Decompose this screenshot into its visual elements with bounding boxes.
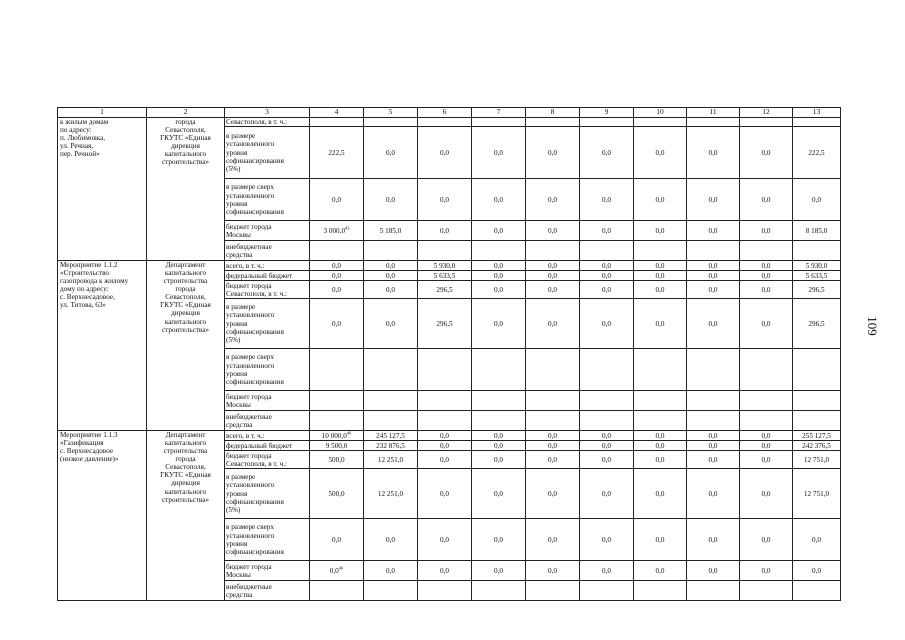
value-cell bbox=[418, 581, 472, 601]
value-cell bbox=[687, 241, 740, 261]
value-cell: 0,0 bbox=[634, 431, 687, 441]
value-cell: 0,0 bbox=[740, 299, 793, 349]
value-cell: 0,0 bbox=[310, 261, 364, 271]
value-cell: 0,0 bbox=[740, 281, 793, 299]
value-cell: 5 930,0 bbox=[418, 261, 472, 271]
value-cell: 10 000,0$^{46}$ bbox=[310, 431, 364, 441]
funding-source-cell: всего, в т. ч.: bbox=[225, 261, 310, 271]
value-cell: 232 876,5 bbox=[364, 441, 418, 451]
funding-source-cell: в размере установленного уровня софинансирования (5%) bbox=[225, 127, 310, 179]
funding-source-cell: бюджет города Севастополя, в т. ч.: bbox=[225, 281, 310, 299]
table-header bbox=[58, 108, 841, 118]
header-row bbox=[58, 108, 841, 118]
value-cell: 0,0 bbox=[526, 127, 580, 179]
value-cell: 0,0 bbox=[418, 519, 472, 561]
value-cell: 0,0 bbox=[364, 179, 418, 221]
funding-source-cell: в размере установленного уровня софинансирования (5%) bbox=[225, 469, 310, 519]
value-cell: 242 376,5 bbox=[793, 441, 841, 451]
value-cell bbox=[526, 411, 580, 431]
value-cell: 0,0 bbox=[526, 179, 580, 221]
value-cell: 0,0 bbox=[634, 271, 687, 281]
value-cell bbox=[634, 118, 687, 127]
value-cell: 0,0 bbox=[580, 299, 634, 349]
value-cell bbox=[472, 411, 526, 431]
value-cell: 0,0 bbox=[364, 299, 418, 349]
value-cell bbox=[580, 581, 634, 601]
value-cell bbox=[310, 411, 364, 431]
value-cell bbox=[418, 391, 472, 411]
value-cell bbox=[634, 581, 687, 601]
value-cell: 0,0 bbox=[364, 127, 418, 179]
page-number: 109 bbox=[864, 316, 880, 336]
funding-source-cell: всего, в т. ч.: bbox=[225, 431, 310, 441]
value-cell: 0,0 bbox=[740, 441, 793, 451]
measure-name-cell: к жилым домам по адресу: п. Любимовка, ул. Речная, пер. Речной» bbox=[58, 118, 147, 261]
value-cell: 296,5 bbox=[418, 299, 472, 349]
value-cell: 0,0 bbox=[418, 221, 472, 241]
column-header: 6 bbox=[418, 108, 472, 118]
value-cell: 0,0 bbox=[580, 179, 634, 221]
value-cell: 0,0 bbox=[310, 519, 364, 561]
value-cell bbox=[580, 241, 634, 261]
value-cell: $0,0^{46}$ bbox=[310, 561, 364, 581]
value-cell: 0,0 bbox=[580, 261, 634, 271]
column-header: 1 bbox=[58, 108, 147, 118]
value-cell: 0,0 bbox=[310, 299, 364, 349]
value-cell: 0,0 bbox=[418, 179, 472, 221]
value-cell: 0,0 bbox=[740, 127, 793, 179]
funding-source-cell: федеральный бюджет bbox=[225, 441, 310, 451]
column-header: 9 bbox=[580, 108, 634, 118]
funding-source-cell: бюджет города Севастополя, в т. ч.: bbox=[225, 451, 310, 469]
value-cell: 0,0 bbox=[634, 261, 687, 271]
value-cell: 0,0 bbox=[740, 271, 793, 281]
value-cell bbox=[580, 118, 634, 127]
value-cell: 0,0 bbox=[740, 519, 793, 561]
value-cell: 0,0 bbox=[687, 127, 740, 179]
value-cell: 296,5 bbox=[793, 299, 841, 349]
value-cell bbox=[687, 349, 740, 391]
value-cell: 0,0 bbox=[526, 299, 580, 349]
value-cell: 0,0 bbox=[634, 127, 687, 179]
value-cell: 0,0 bbox=[526, 519, 580, 561]
value-cell: 5 633,5 bbox=[793, 271, 841, 281]
value-cell bbox=[580, 411, 634, 431]
value-cell bbox=[418, 241, 472, 261]
value-cell: 0,0 bbox=[580, 519, 634, 561]
value-cell: 0,0 bbox=[364, 271, 418, 281]
value-cell bbox=[526, 581, 580, 601]
value-cell: 0,0 bbox=[634, 299, 687, 349]
footnote-mark: 43 bbox=[345, 225, 350, 231]
table-row bbox=[58, 431, 841, 441]
value-cell bbox=[793, 411, 841, 431]
value-cell: 0,0 bbox=[526, 281, 580, 299]
value-cell: 0,0 bbox=[472, 271, 526, 281]
value-cell: 0,0 bbox=[472, 431, 526, 441]
value-cell bbox=[310, 581, 364, 601]
funding-table bbox=[57, 107, 841, 601]
value-cell: 0,0 bbox=[472, 281, 526, 299]
value-cell: 0,0 bbox=[472, 261, 526, 271]
value-cell: 0,0 bbox=[472, 561, 526, 581]
value-cell: 0,0 bbox=[580, 441, 634, 451]
value-cell: 0,0 bbox=[793, 519, 841, 561]
value-cell: 0,0 bbox=[526, 271, 580, 281]
value-cell: 0,0 bbox=[364, 261, 418, 271]
column-header: 8 bbox=[526, 108, 580, 118]
value-cell: 0,0 bbox=[687, 451, 740, 469]
value-cell: 0,0 bbox=[687, 271, 740, 281]
value-cell bbox=[526, 241, 580, 261]
column-header: 12 bbox=[740, 108, 793, 118]
value-cell: 0,0 bbox=[472, 469, 526, 519]
value-cell bbox=[472, 118, 526, 127]
funding-source-cell: внебюджетные средства bbox=[225, 581, 310, 601]
funding-source-cell: бюджет города Москвы bbox=[225, 221, 310, 241]
value-cell: 500,0 bbox=[310, 451, 364, 469]
column-header: 7 bbox=[472, 108, 526, 118]
column-header: 10 bbox=[634, 108, 687, 118]
funding-source-cell: Севастополя, в т. ч.: bbox=[225, 118, 310, 127]
value-cell: 0,0 bbox=[687, 179, 740, 221]
value-cell: 0,0 bbox=[418, 451, 472, 469]
value-cell: 0,0 bbox=[310, 281, 364, 299]
value-cell: 0,0 bbox=[310, 271, 364, 281]
value-cell: 0,0 bbox=[580, 271, 634, 281]
value-cell bbox=[472, 581, 526, 601]
measure-name-cell: Мероприятие 1.1.3 «Газификация с. Верхнесадовое (низкое давление)» bbox=[58, 431, 147, 601]
value-cell: 222,5 bbox=[793, 127, 841, 179]
value-cell: 0,0 bbox=[526, 561, 580, 581]
funding-source-cell: внебюджетные средства bbox=[225, 241, 310, 261]
value-cell bbox=[740, 349, 793, 391]
funding-source-cell: внебюджетные средства bbox=[225, 411, 310, 431]
value-cell: 0,0 bbox=[472, 519, 526, 561]
funding-source-cell: в размере сверх установленного уровня софинансирования bbox=[225, 519, 310, 561]
value-cell bbox=[687, 411, 740, 431]
value-cell bbox=[364, 118, 418, 127]
value-cell: 0,0 bbox=[634, 441, 687, 451]
value-cell: 0,0 bbox=[364, 281, 418, 299]
value-cell bbox=[740, 411, 793, 431]
value-cell bbox=[364, 241, 418, 261]
value-cell: 0,0 bbox=[472, 221, 526, 241]
value-cell: 0,0 bbox=[580, 221, 634, 241]
value-cell: 0,0 bbox=[580, 451, 634, 469]
value-cell bbox=[364, 391, 418, 411]
value-cell: 0,0 bbox=[472, 179, 526, 221]
value-cell: 0,0 bbox=[687, 441, 740, 451]
funding-source-cell: бюджет города Москвы bbox=[225, 561, 310, 581]
column-header: 5 bbox=[364, 108, 418, 118]
measure-name-cell: Мероприятие 1.1.2 «Строительство газопровода к жилому дому по адресу: с. Верхнесадовое, ул. Титова, 63» bbox=[58, 261, 147, 431]
executor-cell: Департамент капитального строительства города Севастополя, ГКУТС «Единая дирекция капитального строительства» bbox=[147, 261, 225, 431]
value-cell bbox=[580, 391, 634, 411]
value-cell: 296,5 bbox=[418, 281, 472, 299]
value-cell bbox=[634, 241, 687, 261]
value-cell bbox=[634, 411, 687, 431]
value-cell: 0,0 bbox=[740, 179, 793, 221]
column-header: 13 bbox=[793, 108, 841, 118]
value-cell: 0,0 bbox=[793, 179, 841, 221]
value-cell: 9 500,0 bbox=[310, 441, 364, 451]
footnote-mark: 46 bbox=[346, 430, 352, 436]
value-cell bbox=[687, 118, 740, 127]
value-cell: 0,0 bbox=[526, 469, 580, 519]
value-cell bbox=[364, 349, 418, 391]
funding-source-cell: в размере установленного уровня софинансирования (5%) bbox=[225, 299, 310, 349]
value-cell: 0,0 bbox=[687, 469, 740, 519]
value-cell bbox=[418, 349, 472, 391]
value-cell bbox=[793, 581, 841, 601]
value-cell: 0,0 bbox=[526, 451, 580, 469]
value-cell bbox=[418, 118, 472, 127]
executor-cell: Департамент капитального строительства города Севастополя, ГКУТС «Единая дирекция капитального строительства» bbox=[147, 431, 225, 601]
value-cell bbox=[364, 581, 418, 601]
column-header: 2 bbox=[147, 108, 225, 118]
value-cell: 0,0 bbox=[793, 561, 841, 581]
value-cell bbox=[793, 349, 841, 391]
value-cell: 5 633,5 bbox=[418, 271, 472, 281]
value-cell: 0,0 bbox=[472, 127, 526, 179]
column-header: 3 bbox=[225, 108, 310, 118]
value-cell bbox=[687, 581, 740, 601]
value-cell bbox=[634, 349, 687, 391]
funding-source-cell: в размере сверх установленного уровня софинансирования bbox=[225, 179, 310, 221]
value-cell bbox=[310, 241, 364, 261]
value-cell: 245 127,5 bbox=[364, 431, 418, 441]
value-cell: 8 185,0 bbox=[793, 221, 841, 241]
value-cell: 0,0 bbox=[634, 179, 687, 221]
funding-source-cell: федеральный бюджет bbox=[225, 271, 310, 281]
value-cell: 0,0 bbox=[472, 451, 526, 469]
table-body bbox=[58, 118, 841, 601]
value-cell: 12 751,0 bbox=[793, 469, 841, 519]
value-cell bbox=[793, 118, 841, 127]
value-cell: 0,0 bbox=[580, 281, 634, 299]
value-cell: 0,0 bbox=[418, 127, 472, 179]
value-cell: 0,0 bbox=[526, 441, 580, 451]
value-cell bbox=[418, 411, 472, 431]
value-cell: 255 127,5 bbox=[793, 431, 841, 441]
table-row bbox=[58, 261, 841, 271]
value-cell bbox=[740, 241, 793, 261]
value-cell: 0,0 bbox=[418, 431, 472, 441]
value-cell: 0,0 bbox=[580, 127, 634, 179]
value-cell: 0,0 bbox=[364, 561, 418, 581]
value-cell: 0,0 bbox=[634, 519, 687, 561]
value-cell bbox=[526, 391, 580, 411]
value-cell bbox=[472, 391, 526, 411]
value-cell: 0,0 bbox=[580, 469, 634, 519]
footnote-mark: 46 bbox=[338, 565, 344, 571]
value-cell bbox=[793, 391, 841, 411]
value-cell: 0,0 bbox=[634, 561, 687, 581]
value-cell: 12 251,0 bbox=[364, 451, 418, 469]
funding-source-cell: бюджет города Москвы bbox=[225, 391, 310, 411]
value-cell bbox=[526, 349, 580, 391]
column-header: 4 bbox=[310, 108, 364, 118]
value-cell bbox=[634, 391, 687, 411]
value-cell: 0,0 bbox=[418, 469, 472, 519]
value-cell: 0,0 bbox=[687, 221, 740, 241]
value-cell: 0,0 bbox=[687, 261, 740, 271]
value-cell bbox=[310, 391, 364, 411]
value-cell bbox=[364, 411, 418, 431]
value-cell: 5 185,0 bbox=[364, 221, 418, 241]
value-cell: 0,0 bbox=[687, 431, 740, 441]
value-cell: 0,0 bbox=[740, 451, 793, 469]
value-cell bbox=[526, 118, 580, 127]
value-cell bbox=[580, 349, 634, 391]
value-cell: 0,0 bbox=[740, 261, 793, 271]
value-cell: 0,0 bbox=[418, 441, 472, 451]
value-cell bbox=[740, 118, 793, 127]
value-cell: 0,0 bbox=[634, 221, 687, 241]
value-cell: 222,5 bbox=[310, 127, 364, 179]
table-row bbox=[58, 118, 841, 127]
value-cell: 500,0 bbox=[310, 469, 364, 519]
value-cell: 0,0 bbox=[687, 299, 740, 349]
value-cell: 0,0 bbox=[687, 561, 740, 581]
value-cell: 0,0 bbox=[634, 281, 687, 299]
value-cell: 296,5 bbox=[793, 281, 841, 299]
column-header: 11 bbox=[687, 108, 740, 118]
value-cell: 0,0 bbox=[580, 431, 634, 441]
value-cell bbox=[472, 241, 526, 261]
value-cell: 0,0 bbox=[472, 299, 526, 349]
value-cell: 0,0 bbox=[634, 451, 687, 469]
value-cell: 0,0 bbox=[526, 261, 580, 271]
value-cell bbox=[472, 349, 526, 391]
value-cell bbox=[740, 391, 793, 411]
value-cell: 0,0 bbox=[740, 431, 793, 441]
value-cell bbox=[793, 241, 841, 261]
value-cell: 12 751,0 bbox=[793, 451, 841, 469]
value-cell: 5 930,0 bbox=[793, 261, 841, 271]
value-cell: 0,0 bbox=[740, 561, 793, 581]
value-cell bbox=[310, 118, 364, 127]
value-cell: 0,0 bbox=[580, 561, 634, 581]
value-cell: 0,0 bbox=[364, 519, 418, 561]
value-cell: 0,0 bbox=[418, 561, 472, 581]
value-cell bbox=[687, 391, 740, 411]
value-cell: 0,0 bbox=[526, 221, 580, 241]
value-cell: 0,0 bbox=[740, 221, 793, 241]
value-cell: 3 000,0$^{43}$ bbox=[310, 221, 364, 241]
value-cell: 0,0 bbox=[740, 469, 793, 519]
value-cell: 0,0 bbox=[310, 179, 364, 221]
value-cell: 0,0 bbox=[687, 281, 740, 299]
value-cell bbox=[740, 581, 793, 601]
value-cell: 0,0 bbox=[634, 469, 687, 519]
funding-source-cell: в размере сверх установленного уровня софинансирования bbox=[225, 349, 310, 391]
value-cell: 0,0 bbox=[472, 441, 526, 451]
value-cell bbox=[310, 349, 364, 391]
executor-cell: города Севастополя, ГКУТС «Единая дирекция капитального строительства» bbox=[147, 118, 225, 261]
value-cell: 0,0 bbox=[526, 431, 580, 441]
value-cell: 12 251,0 bbox=[364, 469, 418, 519]
value-cell: 0,0 bbox=[687, 519, 740, 561]
